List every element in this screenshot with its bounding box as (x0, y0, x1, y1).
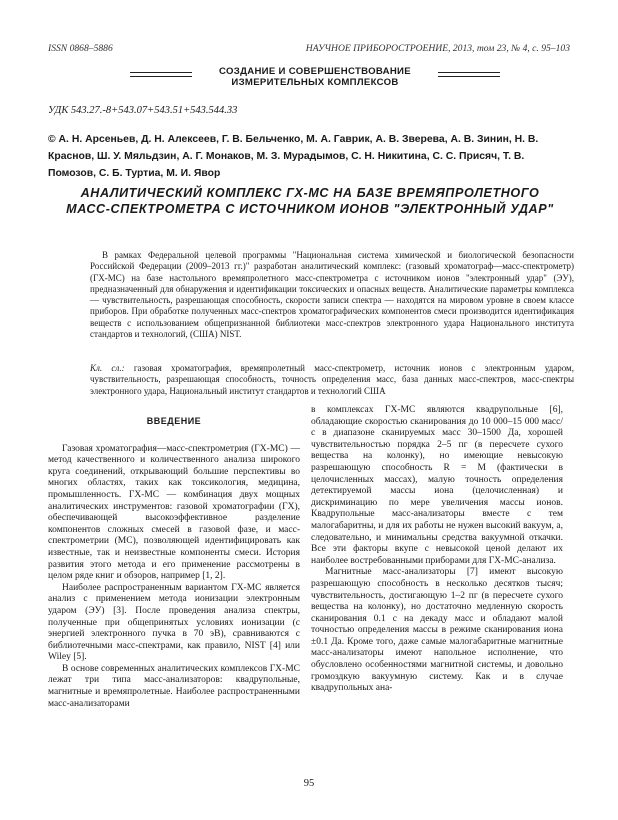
paragraph: Магнитные масс-анализаторы [7] имеют высокую разрешающую способность в несколько десятков тысяч; чувствительность, достигающую 1–2 пг (в пересчете сухого вещества на колонку), но достаточно медленную скорость сканирования 0.1 с на декаду масс и обладают малой точностью определения массы в режиме сканирования иона ±0.1 Да. Кроме того, даже самые малогабаритные магнитные масс-анализаторы имеют напольное исполнение, что обусловлено особенностями магнитной системы, и довольно громоздкую вакуумную систему. Как и в случае квадрупольных ана- (311, 567, 563, 694)
section-title-line2: ИЗМЕРИТЕЛЬНЫХ КОМПЛЕКСОВ (231, 77, 399, 88)
keywords-label: Кл. сл.: (90, 363, 125, 373)
article-title: АНАЛИТИЧЕСКИЙ КОМПЛЕКС ГХ-МС НА БАЗЕ ВРЕМЯПРОЛЕТНОГО МАСС-СПЕКТРОМЕТРА С ИСТОЧНИКОМ ИОНОВ "ЭЛЕКТРОННЫЙ УДАР" (66, 186, 554, 216)
section-rule-right (438, 72, 500, 77)
author-list: © А. Н. Арсеньев, Д. Н. Алексеев, Г. В. Бельченко, М. А. Гаврик, А. В. Зверева, А. В. Зинин, Н. В. Краснов, Ш. У. Мяльдзин, А. Г. Монаков, М. З. Мурадымов, С. Н. Никитина, С. С. Присяч, Т. В. Помозов, С. Б. Туртиа, М. И. Явор (48, 134, 539, 179)
section-heading-introduction: ВВЕДЕНИЕ (146, 416, 202, 426)
running-header (48, 43, 570, 54)
left-column (48, 416, 300, 710)
journal-citation: НАУЧНОЕ ПРИБОРОСТРОЕНИЕ, 2013, том 23, № 4, с. 95–103 (305, 43, 570, 54)
paragraph: В основе современных аналитических комплексов ГХ-МС лежат три типа масс-анализаторов: квадрупольные, магнитные и времяпролетные. Наиболее распространенными масс-анализаторами (48, 663, 300, 709)
keywords-text: газовая хроматография, времяпролетный масс-спектрометр, источник ионов с электронным ударом, чувствительность, разрешающая способность, точность определения масс, база данных масс-спектров, масс-спектры электронного удара, Национальный институт стандартов и технологий США (90, 363, 574, 396)
right-column (311, 405, 563, 695)
keywords (90, 363, 574, 397)
page-number: 95 (303, 778, 315, 789)
paragraph: в комплексах ГХ-МС являются квадрупольные [6], обладающие скоростью сканирования до 10 000–15 000 масс/с в диапазоне сканируемых масс 30–1500 Да, хорошей чувствительностью порядка 2–5 пг (в пересчете сухого вещества на колонку), но имеющие невысокую разрешающую способность R = M (фактически в целочисленных массах), малую точность определения детектируемой массы иона (целочисленная) и дискриминацию по мере увеличения массы ионов. Квадрупольные масс-анализаторы вместе с тем малогабаритны, и для их работы не нужен высокий вакуум, а, следовательно, и минимальны средства вакуумной откачки. Все эти факторы вкупе с невысокой ценой делают их наиболее востребованными приборами для ГХ-МС-анализа. (311, 405, 563, 566)
paragraph: Газовая хроматография—масс-спектрометрия (ГХ-МС) — метод качественного и количественного анализа широкого круга соединений, открывающий большие перспективы во многих областях, таких как токсикология, медицина, промышленность. ГХ-МС — комбинация двух мощных аналитических инструментов: газовой хроматографии (ГХ), обеспечивающей высокоэффективное разделение компонентов сложных смесей в газовой фазе, и масс-спектрометрии (МС), позволяющей идентифицировать как известные, так и неизвестные компоненты смеси. История развития этого метода и его применение рассмотрены в целом ряде книг и обзоров, например [1, 2]. (48, 443, 300, 582)
section-rule-left (130, 72, 192, 77)
section-banner (130, 66, 500, 88)
abstract (90, 250, 574, 340)
section-title-line1: СОЗДАНИЕ И СОВЕРШЕНСТВОВАНИЕ (219, 66, 411, 77)
udk-code: УДК 543.27.-8+543.07+543.51+543.544.33 (48, 105, 238, 116)
issn: ISSN 0868–5886 (48, 43, 113, 54)
paragraph: Наиболее распространенным вариантом ГХ-МС является анализ с применением метода ионизации электронным ударом (ЭУ) [3]. После проведения анализа спектры, полученные при общепринятых условиях ионизации (с энергией электронного пучка в 70 эВ), сравниваются с библиотечными масс-спектрами, как правило, NIST [4] или Wiley [5]. (48, 582, 300, 663)
abstract-text: В рамках Федеральной целевой программы "Национальная система химической и биологической безопасности Российской Федерации (2009–2013 гг.)" разработан аналитический комплекс: (газовый хроматограф—масс-спектрометр) (ГХ-МС) на базе настольного времяпролетного масс-спектрометра с источником ионов "электронный удар" (ЭУ), предназначенный для обнаружения и идентификации токсических и опасных веществ. Аналитические параметры комплекса — чувствительность, разрешающая способность, скорости записи спектра — находятся на мировом уровне в своем классе приборов. При обработке полученных масс-спектров хроматографических компонентов смеси производится идентификация веществ с использованием общепризнанной библиотеки масс-спектров электронного удара Национального института стандартов и технологий, (США) NIST. (90, 250, 574, 340)
